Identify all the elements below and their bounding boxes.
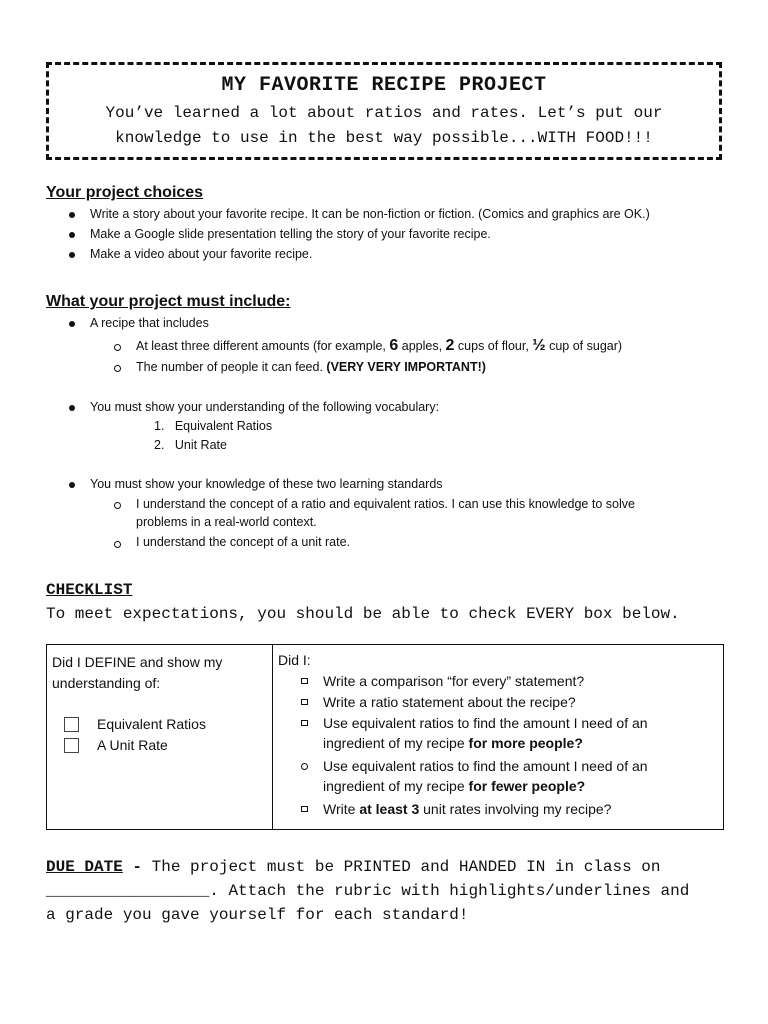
circle-bullet-icon	[114, 365, 121, 372]
bullet-icon	[69, 232, 75, 238]
vocab-label: You must show your understanding of the following vocabulary:	[90, 400, 440, 414]
check-emphasis: for more people?	[468, 735, 583, 751]
define-item-2: A Unit Rate	[97, 737, 168, 753]
choices-heading: Your project choices	[46, 184, 204, 201]
checklist-heading: CHECKLIST	[46, 581, 133, 599]
bullet-icon	[69, 252, 75, 258]
bullet-icon	[69, 482, 75, 488]
due-blank: _________________	[46, 882, 210, 900]
square-bullet-icon	[301, 806, 308, 812]
include-heading: What your project must include:	[46, 293, 291, 310]
due-date-section	[46, 855, 726, 927]
title-box	[46, 62, 722, 160]
recipe-label: A recipe that includes	[90, 316, 209, 330]
amounts-text: cups of flour,	[454, 339, 533, 353]
check-item-2: Write a ratio statement about the recipe?	[323, 694, 576, 710]
bullet-icon	[69, 321, 75, 327]
due-dash: -	[122, 858, 152, 876]
circle-bullet-icon	[301, 763, 308, 770]
define-line-1: Did I DEFINE and show my	[52, 654, 223, 670]
page-title: MY FAVORITE RECIPE PROJECT	[221, 74, 547, 97]
define-item-1: Equivalent Ratios	[97, 716, 206, 732]
square-bullet-icon	[301, 699, 308, 705]
standards-label: You must show your knowledge of these two learning standards	[90, 477, 443, 491]
recipe-amounts	[136, 337, 622, 355]
check-item-3-line-1: Use equivalent ratios to find the amount I need of an	[323, 715, 648, 731]
square-bullet-icon	[301, 720, 308, 726]
did-i-label: Did I:	[278, 652, 311, 668]
choice-item-2: Make a Google slide presentation telling the story of your favorite recipe.	[90, 227, 491, 241]
amount-apples: 6	[389, 337, 399, 354]
bullet-icon	[69, 405, 75, 411]
intro-line-1: You’ve learned a lot about ratios and rates. Let’s put our	[105, 104, 663, 122]
vocab-term: Equivalent Ratios	[174, 419, 273, 433]
check-emphasis: at least 3	[359, 801, 420, 817]
check-emphasis: for fewer people?	[468, 778, 586, 794]
define-text	[52, 652, 222, 694]
amounts-text: cup of sugar)	[545, 339, 623, 353]
amount-flour: 2	[445, 337, 455, 354]
vocab-item-2: 2. Unit Rate	[154, 438, 227, 452]
recipe-people	[136, 360, 486, 374]
choice-item-3: Make a video about your favorite recipe.	[90, 247, 313, 261]
check-text: Write	[323, 801, 360, 817]
check-text: ingredient of my recipe	[323, 778, 469, 794]
intro-text	[49, 101, 719, 151]
checklist-subtitle: To meet expectations, you should be able to check EVERY box below.	[46, 605, 680, 623]
define-cell	[47, 645, 273, 830]
choice-item-1: Write a story about your favorite recipe. It can be non-fiction or fiction. (Comics and graphics are OK.)	[90, 207, 650, 221]
check-item-4	[323, 758, 648, 794]
people-emphasis: (VERY VERY IMPORTANT!)	[326, 360, 486, 374]
check-text: ingredient of my recipe	[323, 735, 469, 751]
amounts-text: apples,	[398, 339, 446, 353]
checkbox-unit-rate[interactable]	[64, 738, 79, 753]
people-text: The number of people it can feed.	[136, 360, 327, 374]
square-bullet-icon	[301, 678, 308, 684]
intro-line-2: knowledge to use in the best way possible...WITH FOOD!!!	[115, 129, 653, 147]
check-item-1: Write a comparison “for every” statement?	[323, 673, 585, 689]
due-line-1	[46, 855, 726, 879]
due-text: The project must be PRINTED and HANDED IN in class on	[151, 858, 661, 876]
check-item-5	[323, 801, 611, 817]
circle-bullet-icon	[114, 541, 121, 548]
due-line-3: a grade you gave yourself for each standard!	[46, 906, 469, 924]
check-item-3-line-2	[323, 735, 648, 751]
vocab-item-1: 1. Equivalent Ratios	[154, 419, 273, 433]
check-item-3	[323, 715, 648, 751]
define-line-2: understanding of:	[52, 675, 161, 691]
standard-1-line-1: I understand the concept of a ratio and equivalent ratios. I can use this knowledge to solve	[136, 497, 635, 511]
circle-bullet-icon	[114, 502, 121, 509]
checklist-table	[46, 644, 724, 830]
vocab-term: Unit Rate	[174, 438, 227, 452]
check-item-4-line-1: Use equivalent ratios to find the amount I need of an	[323, 758, 648, 774]
amount-sugar: ½	[532, 337, 546, 354]
did-i-cell	[273, 645, 724, 830]
due-text: . Attach the rubric with highlights/underlines and	[209, 882, 690, 900]
check-text: unit rates involving my recipe?	[419, 801, 612, 817]
checkbox-equivalent-ratios[interactable]	[64, 717, 79, 732]
due-date-label: DUE DATE	[46, 858, 123, 876]
due-line-2	[46, 879, 726, 903]
check-item-4-line-2	[323, 778, 648, 794]
standard-1-line-2: problems in a real-world context.	[136, 515, 317, 529]
bullet-icon	[69, 212, 75, 218]
standard-2: I understand the concept of a unit rate.	[136, 535, 351, 549]
circle-bullet-icon	[114, 344, 121, 351]
amounts-text: At least three different amounts (for example,	[136, 339, 390, 353]
